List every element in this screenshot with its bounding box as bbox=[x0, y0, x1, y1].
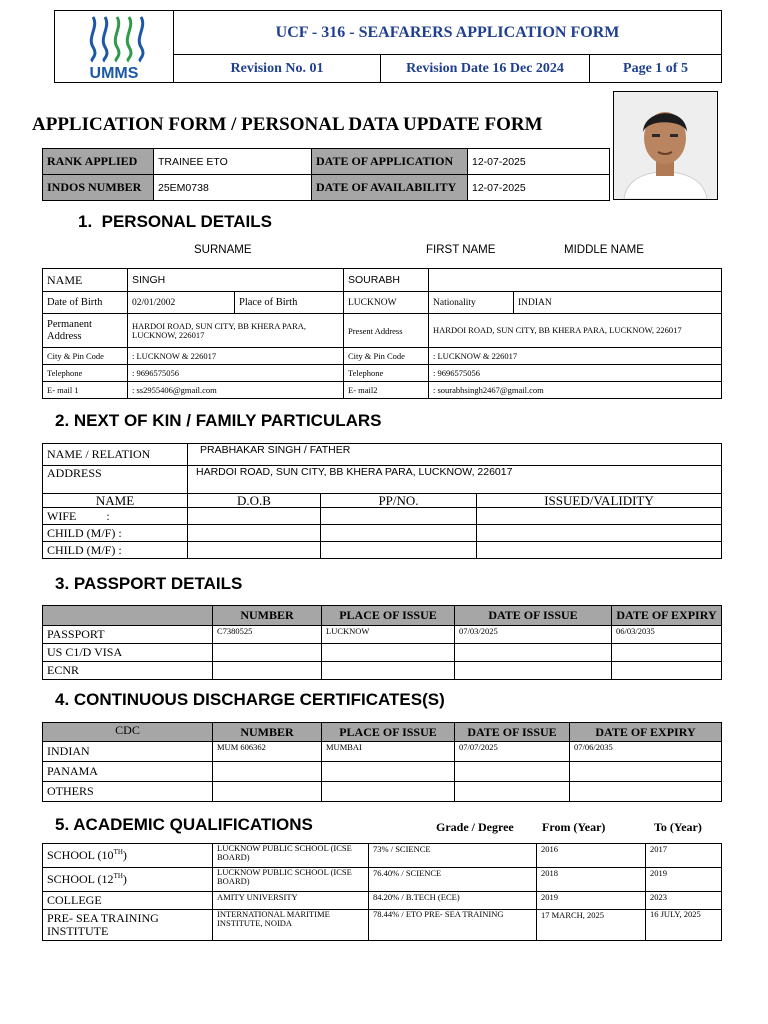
col-to-year: To (Year) bbox=[654, 820, 702, 834]
passport-row-label: PASSPORT bbox=[43, 626, 213, 644]
col-grade-degree: Grade / Degree bbox=[436, 820, 514, 834]
school10-from[interactable]: 2016 bbox=[537, 844, 646, 868]
present-address-label: Present Address bbox=[344, 314, 429, 348]
cdc-row-indian: INDIAN bbox=[43, 742, 213, 762]
kin-child2-validity[interactable] bbox=[477, 542, 722, 559]
email-label-2: E- mail2 bbox=[344, 382, 429, 399]
school12-label-end: ) bbox=[122, 872, 127, 886]
cdc-table bbox=[42, 722, 722, 802]
city-value-1[interactable]: : LUCKNOW & 226017 bbox=[128, 348, 344, 365]
email-value-2[interactable]: : sourabhsingh2467@gmail.com bbox=[429, 382, 722, 399]
cdc-indian-issue[interactable]: 07/07/2025 bbox=[455, 742, 570, 762]
passport-place[interactable]: LUCKNOW bbox=[322, 626, 455, 644]
first-name-value[interactable]: SOURABH bbox=[344, 269, 429, 292]
perm-address-value[interactable]: HARDOI ROAD, SUN CITY, BB KHERA PARA, LUCKNOW, 226017 bbox=[128, 314, 344, 348]
cdc-others-place[interactable] bbox=[322, 782, 455, 802]
rank-label: RANK APPLIED bbox=[43, 149, 154, 175]
personal-heading: 1. PERSONAL DETAILS bbox=[78, 212, 272, 231]
passport-col-expiry: DATE OF EXPIRY bbox=[612, 606, 722, 626]
telephone-label-1: Telephone bbox=[43, 365, 128, 382]
presea-to[interactable]: 16 JULY, 2025 bbox=[646, 910, 722, 941]
perm-address-label: Permanent Address bbox=[43, 314, 128, 348]
passport-col-blank bbox=[43, 606, 213, 626]
col-surname: SURNAME bbox=[194, 244, 252, 256]
kin-wife-validity[interactable] bbox=[477, 508, 722, 525]
cdc-indian-number[interactable]: MUM 606362 bbox=[213, 742, 322, 762]
kin-table bbox=[42, 443, 722, 559]
school10-label-end: ) bbox=[122, 848, 127, 862]
academic-heading: 5. ACADEMIC QUALIFICATIONS bbox=[55, 815, 313, 834]
umms-logo bbox=[55, 11, 173, 82]
passport-col-issue: DATE OF ISSUE bbox=[455, 606, 612, 626]
pob-label: Place of Birth bbox=[235, 292, 344, 314]
visa-issue-date[interactable] bbox=[455, 644, 612, 662]
cdc-heading: 4. CONTINUOUS DISCHARGE CERTIFICATES(S) bbox=[55, 690, 445, 709]
presea-institution[interactable]: INTERNATIONAL MARITIME INSTITUTE, NOIDA bbox=[213, 910, 369, 941]
applicant-photo bbox=[613, 91, 718, 200]
school12-grade[interactable]: 76.40% / SCIENCE bbox=[369, 868, 537, 892]
cdc-col-place: PLACE OF ISSUE bbox=[322, 723, 455, 742]
ecnr-number[interactable] bbox=[213, 662, 322, 680]
passport-issue-date[interactable]: 07/03/2025 bbox=[455, 626, 612, 644]
ecnr-expiry-date[interactable] bbox=[612, 662, 722, 680]
cdc-row-panama: PANAMA bbox=[43, 762, 213, 782]
col-first-name: FIRST NAME bbox=[426, 244, 496, 256]
ecnr-place[interactable] bbox=[322, 662, 455, 680]
college-institution[interactable]: AMITY UNIVERSITY bbox=[213, 892, 369, 910]
kin-wife-pp[interactable] bbox=[321, 508, 477, 525]
logo-cell bbox=[55, 11, 174, 83]
nationality-value[interactable]: INDIAN bbox=[514, 292, 722, 314]
logo-text: UMMS bbox=[89, 65, 139, 82]
kin-col-name: NAME bbox=[43, 494, 188, 508]
school12-sup: TH bbox=[113, 872, 123, 880]
kin-child2-pp[interactable] bbox=[321, 542, 477, 559]
visa-place[interactable] bbox=[322, 644, 455, 662]
visa-expiry-date[interactable] bbox=[612, 644, 722, 662]
passport-col-place: PLACE OF ISSUE bbox=[322, 606, 455, 626]
email-value-1[interactable]: : ss2955406@gmail.com bbox=[128, 382, 344, 399]
kin-child1-pp[interactable] bbox=[321, 525, 477, 542]
kin-address-value[interactable]: HARDOI ROAD, SUN CITY, BB KHERA PARA, LUCKNOW, 226017 bbox=[188, 466, 722, 494]
passport-table bbox=[42, 605, 722, 680]
passport-heading: 3. PASSPORT DETAILS bbox=[55, 574, 243, 593]
academic-row-label bbox=[43, 844, 213, 868]
dob-label: Date of Birth bbox=[43, 292, 128, 314]
name-label: NAME bbox=[43, 269, 128, 292]
presea-from[interactable]: 17 MARCH, 2025 bbox=[537, 910, 646, 941]
school10-label: SCHOOL (10 bbox=[47, 848, 114, 862]
dob-value[interactable]: 02/01/2002 bbox=[128, 292, 235, 314]
middle-name-value[interactable] bbox=[429, 269, 722, 292]
person-photo-icon bbox=[614, 92, 717, 199]
personal-table bbox=[42, 268, 722, 399]
doa-value[interactable]: 12-07-2025 bbox=[468, 149, 610, 175]
indos-label: INDOS NUMBER bbox=[43, 175, 154, 201]
dav-value[interactable]: 12-07-2025 bbox=[468, 175, 610, 201]
relation-label: NAME / RELATION bbox=[43, 444, 188, 466]
cdc-indian-place[interactable]: MUMBAI bbox=[322, 742, 455, 762]
passport-number[interactable]: C7380525 bbox=[213, 626, 322, 644]
relation-value[interactable]: PRABHAKAR SINGH / FATHER bbox=[188, 444, 722, 466]
telephone-value-2[interactable]: : 9696575056 bbox=[429, 365, 722, 382]
present-address-value[interactable]: HARDOI ROAD, SUN CITY, BB KHERA PARA, LUCKNOW, 226017 bbox=[429, 314, 722, 348]
kin-child2-dob[interactable] bbox=[188, 542, 321, 559]
college-label: COLLEGE bbox=[43, 892, 213, 910]
academic-row-label bbox=[43, 868, 213, 892]
presea-label: PRE- SEA TRAINING INSTITUTE bbox=[43, 910, 213, 941]
revision-date: Revision Date 16 Dec 2024 bbox=[381, 55, 590, 83]
school12-label: SCHOOL (12 bbox=[47, 872, 114, 886]
form-title: APPLICATION FORM / PERSONAL DATA UPDATE FORM bbox=[32, 114, 543, 135]
kin-row-child-2: CHILD (M/F) : bbox=[43, 542, 188, 559]
wave-logo-icon bbox=[87, 13, 157, 63]
dav-label: DATE OF AVAILABILITY bbox=[312, 175, 468, 201]
college-grade[interactable]: 84.20% / B.TECH (ECE) bbox=[369, 892, 537, 910]
rank-table bbox=[42, 148, 610, 201]
kin-col-ppno: PP/NO. bbox=[321, 494, 477, 508]
kin-address-label: ADDRESS bbox=[43, 466, 188, 494]
school10-sup: TH bbox=[113, 848, 123, 856]
email-label-1: E- mail 1 bbox=[43, 382, 128, 399]
school12-to[interactable]: 2019 bbox=[646, 868, 722, 892]
city-value-2[interactable]: : LUCKNOW & 226017 bbox=[429, 348, 722, 365]
form-code: UCF - 316 - SEAFARERS APPLICATION FORM bbox=[174, 11, 722, 55]
doa-label: DATE OF APPLICATION bbox=[312, 149, 468, 175]
telephone-label-2: Telephone bbox=[344, 365, 429, 382]
rank-value[interactable]: TRAINEE ETO bbox=[154, 149, 312, 175]
college-from[interactable]: 2019 bbox=[537, 892, 646, 910]
academic-table bbox=[42, 843, 722, 941]
school10-grade[interactable]: 73% / SCIENCE bbox=[369, 844, 537, 868]
school10-institution[interactable]: LUCKNOW PUBLIC SCHOOL (ICSE BOARD) bbox=[213, 844, 369, 868]
col-middle-name: MIDDLE NAME bbox=[564, 244, 644, 256]
header-table bbox=[54, 10, 722, 83]
cdc-panama-issue[interactable] bbox=[455, 762, 570, 782]
cdc-col-issue: DATE OF ISSUE bbox=[455, 723, 570, 742]
kin-row-wife: WIFE : bbox=[43, 508, 188, 525]
cdc-others-number[interactable] bbox=[213, 782, 322, 802]
passport-col-number: NUMBER bbox=[213, 606, 322, 626]
presea-grade[interactable]: 78.44% / ETO PRE- SEA TRAINING bbox=[369, 910, 537, 941]
kin-col-validity: ISSUED/VALIDITY bbox=[477, 494, 722, 508]
school10-to[interactable]: 2017 bbox=[646, 844, 722, 868]
col-from-year: From (Year) bbox=[542, 820, 606, 834]
pob-value[interactable]: LUCKNOW bbox=[344, 292, 429, 314]
cdc-col-cdc: CDC bbox=[43, 723, 213, 742]
passport-expiry-date[interactable]: 06/03/2035 bbox=[612, 626, 722, 644]
revision-no: Revision No. 01 bbox=[174, 55, 381, 83]
cdc-panama-expiry[interactable] bbox=[570, 762, 722, 782]
kin-row-child-1: CHILD (M/F) : bbox=[43, 525, 188, 542]
cdc-indian-expiry[interactable]: 07/06/2035 bbox=[570, 742, 722, 762]
kin-heading: 2. NEXT OF KIN / FAMILY PARTICULARS bbox=[55, 411, 382, 430]
cdc-row-others: OTHERS bbox=[43, 782, 213, 802]
kin-col-dob: D.O.B bbox=[188, 494, 321, 508]
cdc-panama-place[interactable] bbox=[322, 762, 455, 782]
kin-wife-dob[interactable] bbox=[188, 508, 321, 525]
cdc-panama-number[interactable] bbox=[213, 762, 322, 782]
telephone-value-1[interactable]: : 9696575056 bbox=[128, 365, 344, 382]
cdc-others-expiry[interactable] bbox=[570, 782, 722, 802]
school12-institution[interactable]: LUCKNOW PUBLIC SCHOOL (ICSE BOARD) bbox=[213, 868, 369, 892]
surname-value[interactable]: SINGH bbox=[128, 269, 344, 292]
kin-child1-validity[interactable] bbox=[477, 525, 722, 542]
cdc-col-number: NUMBER bbox=[213, 723, 322, 742]
indos-value[interactable]: 25EM0738 bbox=[154, 175, 312, 201]
kin-child1-dob[interactable] bbox=[188, 525, 321, 542]
school12-from[interactable]: 2018 bbox=[537, 868, 646, 892]
page-number: Page 1 of 5 bbox=[590, 55, 722, 83]
city-label-1: City & Pin Code bbox=[43, 348, 128, 365]
nationality-label: Nationality bbox=[429, 292, 514, 314]
college-to[interactable]: 2023 bbox=[646, 892, 722, 910]
cdc-others-issue[interactable] bbox=[455, 782, 570, 802]
cdc-col-expiry: DATE OF EXPIRY bbox=[570, 723, 722, 742]
ecnr-issue-date[interactable] bbox=[455, 662, 612, 680]
visa-row-label: US C1/D VISA bbox=[43, 644, 213, 662]
city-label-2: City & Pin Code bbox=[344, 348, 429, 365]
visa-number[interactable] bbox=[213, 644, 322, 662]
ecnr-row-label: ECNR bbox=[43, 662, 213, 680]
